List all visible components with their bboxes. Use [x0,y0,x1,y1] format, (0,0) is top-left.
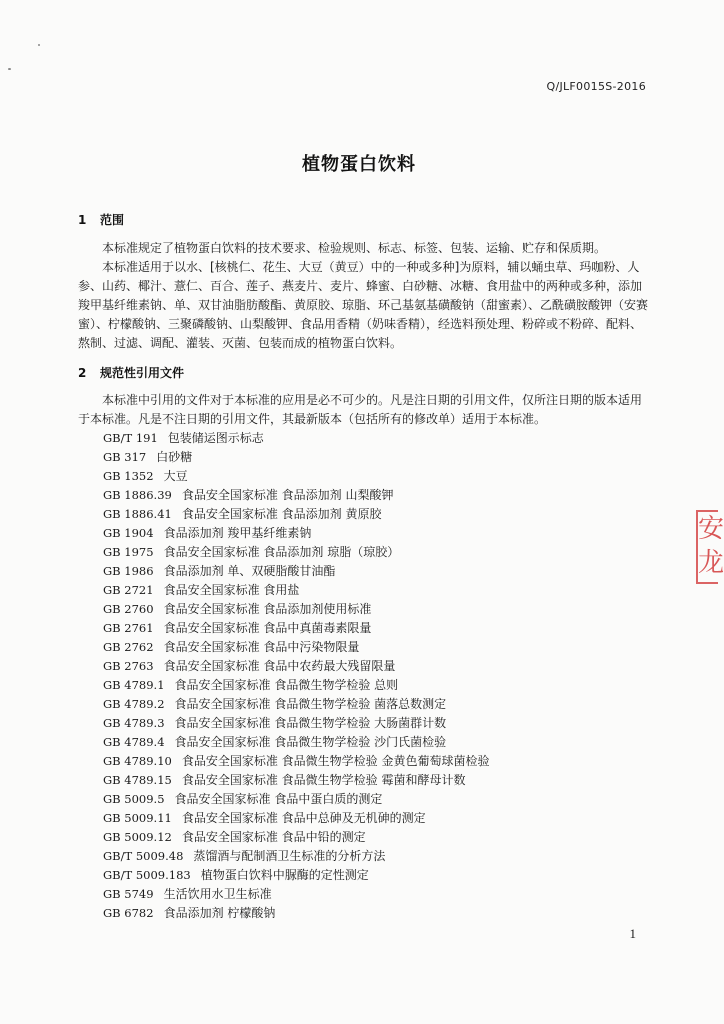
reference-code: GB/T 5009.183 [103,868,191,882]
reference-name: 食品安全国家标准 食品中真菌毒素限量 [163,621,372,635]
reference-code: GB 1975 [103,545,154,559]
reference-item [103,809,490,828]
section-title: 规范性引用文件 [100,366,185,380]
reference-code: GB 2762 [103,640,154,654]
reference-name: 食品安全国家标准 食品微生物学检验 霉菌和酵母计数 [181,773,466,787]
reference-item [103,790,490,809]
reference-code: GB 5749 [103,887,154,901]
reference-item [103,600,490,619]
reference-item [103,771,490,790]
reference-item [103,714,490,733]
red-seal-stamp [696,510,724,584]
section-heading-scope [78,211,124,228]
reference-code: GB 5009.11 [103,811,172,825]
reference-code: GB 4789.4 [103,735,165,749]
reference-item [103,828,490,847]
reference-code: GB 5009.5 [103,792,165,806]
reference-name: 植物蛋白饮料中脲酶的定性测定 [200,868,369,882]
reference-code: GB 1886.39 [103,488,172,502]
reference-item [103,733,490,752]
reference-code: GB 317 [103,450,147,464]
reference-item [103,524,490,543]
reference-item [103,562,490,581]
reference-item [103,676,490,695]
reference-code: GB 4789.3 [103,716,165,730]
reference-name: 食品安全国家标准 食品中蛋白质的测定 [174,792,383,806]
reference-code: GB 6782 [103,906,154,920]
reference-code: GB 2763 [103,659,154,673]
section-heading-normative-references [78,364,184,381]
standard-code: Q/JLF0015S-2016 [546,80,646,93]
reference-name: 食品安全国家标准 食品微生物学检验 金黄色葡萄球菌检验 [181,754,490,768]
document-title: 植物蛋白饮料 [302,154,416,175]
reference-item [103,847,490,866]
reference-name: 食品添加剂 柠檬酸钠 [163,906,276,920]
reference-name: 包装储运图示标志 [167,431,264,445]
section-number: 1 [78,213,87,227]
reference-name: 食品安全国家标准 食品中总砷及无机砷的测定 [181,811,426,825]
reference-code: GB 5009.12 [103,830,172,844]
reference-code: GB 1904 [103,526,154,540]
stamp-text: 安龙 [698,514,724,578]
reference-item [103,486,490,505]
reference-item [103,467,490,486]
reference-name: 生活饮用水卫生标准 [163,887,272,901]
reference-item [103,429,490,448]
reference-item [103,885,490,904]
reference-item [103,904,490,923]
scope-paragraph-2: 本标准适用于以水、[核桃仁、花生、大豆（黄豆）中的一种或多种]为原料，辅以蛹虫草、玛咖粉、人参、山药、椰汁、薏仁、百合、莲子、燕麦片、麦片、蜂蜜、白砂糖、冰糖、食用盐中的两种或多种，添加羧甲基纤维素钠、单、双甘油脂肪酸酯、黄原胶、琼脂、环己基氨基磺酸钠（甜蜜素）、乙酰磺胺酸钾（安赛蜜）、柠檬酸钠、三聚磷酸钠、山梨酸钾、食品用香精（奶味香精），经选料预处理、粉碎或不粉碎、配料、熬制、过滤、调配、灌装、灭菌、包装而成的植物蛋白饮料。 [78,260,649,350]
reference-code: GB 4789.15 [103,773,172,787]
section-number: 2 [78,366,87,380]
reference-code: GB 2721 [103,583,154,597]
reference-name: 食品安全国家标准 食品中农药最大残留限量 [163,659,396,673]
reference-code: GB 1886.41 [103,507,172,521]
reference-name: 白砂糖 [156,450,193,464]
reference-item [103,448,490,467]
reference-name: 食品安全国家标准 食品添加剂 黄原胶 [181,507,382,521]
reference-name: 食品安全国家标准 食品微生物学检验 菌落总数测定 [174,697,447,711]
reference-name: 大豆 [163,469,188,483]
reference-code: GB 1986 [103,564,154,578]
reference-item [103,866,490,885]
reference-code: GB/T 191 [103,431,158,445]
reference-code: GB 1352 [103,469,154,483]
reference-item [103,505,490,524]
section-title: 范围 [100,213,125,227]
reference-name: 食品添加剂 单、双硬脂酸甘油酯 [163,564,336,578]
reference-name: 食品安全国家标准 食品中污染物限量 [163,640,360,654]
scan-speck [38,44,40,46]
reference-code: GB 4789.1 [103,678,165,692]
reference-item [103,581,490,600]
reference-code: GB 2761 [103,621,154,635]
reference-name: 食品添加剂 羧甲基纤维素钠 [163,526,312,540]
reference-name: 食品安全国家标准 食品添加剂 山梨酸钾 [181,488,394,502]
references-intro-paragraph: 本标准中引用的文件对于本标准的应用是必不可少的。凡是注日期的引用文件，仅所注日期的版本适用于本标准。凡是不注日期的引用文件，其最新版本（包括所有的修改单）适用于本标准。 [78,393,643,426]
page-number: 1 [629,926,636,941]
reference-name: 食品安全国家标准 食品添加剂使用标准 [163,602,372,616]
reference-item [103,657,490,676]
reference-code: GB/T 5009.48 [103,849,184,863]
reference-name: 食品安全国家标准 食品微生物学检验 沙门氏菌检验 [174,735,447,749]
reference-item [103,752,490,771]
reference-code: GB 4789.10 [103,754,172,768]
reference-name: 食品安全国家标准 食用盐 [163,583,300,597]
reference-item [103,695,490,714]
reference-name: 食品安全国家标准 食品微生物学检验 总则 [174,678,399,692]
reference-name: 蒸馏酒与配制酒卫生标准的分析方法 [193,849,386,863]
reference-name: 食品安全国家标准 食品添加剂 琼脂（琼胶） [163,545,400,559]
scope-paragraph-1: 本标准规定了植物蛋白饮料的技术要求、检验规则、标志、标签、包装、运输、贮存和保质期。 [102,241,607,255]
reference-list [103,429,490,923]
reference-item [103,638,490,657]
reference-code: GB 2760 [103,602,154,616]
scan-speck [8,68,11,70]
reference-code: GB 4789.2 [103,697,165,711]
reference-item [103,619,490,638]
reference-item [103,543,490,562]
reference-name: 食品安全国家标准 食品微生物学检验 大肠菌群计数 [174,716,447,730]
reference-name: 食品安全国家标准 食品中铅的测定 [181,830,366,844]
